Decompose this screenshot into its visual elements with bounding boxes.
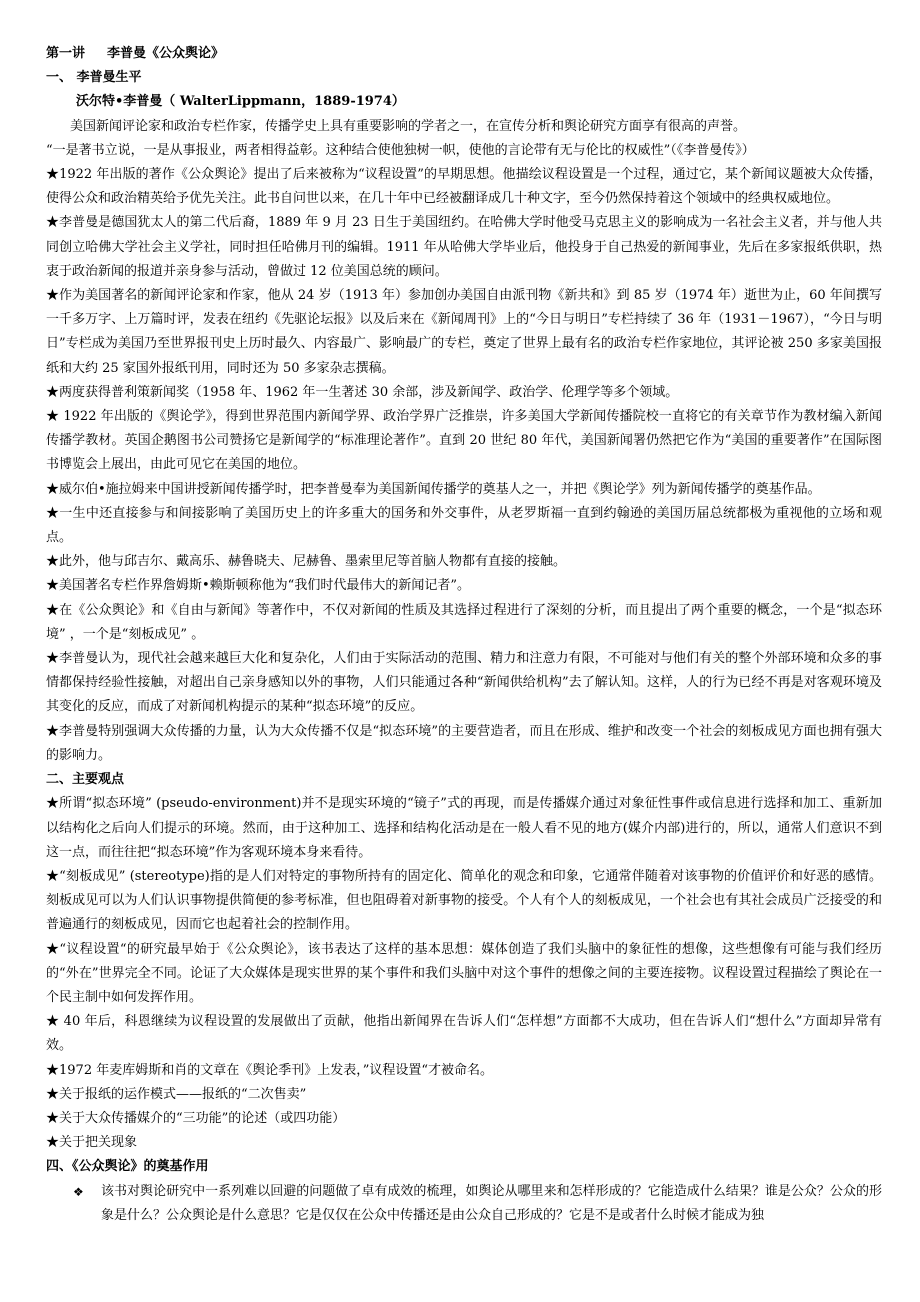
main-view-item: ★“议程设置“的研究最早始于《公众舆论》，该书表达了这样的基本思想：媒体创造了我们头脑中的象征性的想像，这些想像有可能与我们经历的“外在”世界完全不同。论证了大众媒体是现实世界的某个事件和我们头脑中对这个事件的想像之间的主要连接物。议程设置过程描绘了舆论在一个民主制中如何发挥作用。 <box>46 941 882 1005</box>
person-name: 沃尔特•李普曼（ WalterLippmann，1889-1974） <box>76 94 405 110</box>
diamond-bullet-icon: ❖ <box>73 1184 84 1199</box>
biography-item: ★此外，他与邱吉尔、戴高乐、赫鲁晓夫、尼赫鲁、墨索里尼等首脑人物都有直接的接触。 <box>46 554 567 570</box>
main-view-item: ★“刻板成见” (stereotype)指的是人们对特定的事物所持有的固定化、简单化的观念和印象，它通常伴随着对该事物的价值评价和好恶的感情。刻板成见可以为人们认识事物提供简便的参考标准，但也阻碍着对新事物的接受。个人有个人的刻板成见，一个社会也有其社会成员广泛接受的和普遍通行的刻板成见，因而它也起着社会的控制作用。 <box>46 868 882 933</box>
lecture-title <box>46 42 882 66</box>
section-heading-biography: 一、 李普曼生平 <box>46 70 142 86</box>
main-view-item: ★关于大众传播媒介的“三功能”的论述（或四功能） <box>46 1110 346 1126</box>
main-view-item: ★1972 年麦库姆斯和肖的文章在《舆论季刊》上发表，”议程设置“才被命名。 <box>46 1062 494 1078</box>
main-view-item: ★ 40 年后，科恩继续为议程设置的发展做出了贡献，他指出新闻界在告诉人们“怎样想”方面都不大成功，但在告诉人们“想什么”方面却异常有效。 <box>46 1014 882 1054</box>
biography-item: ★李普曼特别强调大众传播的力量，认为大众传播不仅是“拟态环境”的主要营造者，而且在形成、维护和改变一个社会的刻板成见方面也拥有强大的影响力。 <box>46 723 882 763</box>
biography-item: ★两度获得普利策新闻奖（1958 年、1962 年一生著述 30 余部，涉及新闻学、政治学、伦理学等多个领域。 <box>46 384 679 400</box>
foundational-role-item <box>46 1180 882 1228</box>
biography-item: ★ 1922 年出版的《舆论学》，得到世界范围内新闻学界、政治学界广泛推崇，许多美国大学新闻传播院校一直将它的有关章节作为教材编入新闻传播学教材。英国企鹅图书公司赞扬它是新闻学的“标准理论著作”。直到 20 世纪 80 年代，美国新闻署仍然把它作为“美国的重要著作”在国际图书博览会上展出，由此可见它在美国的地位。 <box>46 409 882 473</box>
biography-item: ★作为美国著名的新闻评论家和作家，他从 24 岁（1913 年）参加创办美国自由派刊物《新共和》到 85 岁（1974 年）逝世为止，60 年间撰写一千多万字、上万篇时评，发表在纽约《先驱论坛报》以及后来在《新闻周刊》上的“今日与明日”专栏持续了 36 年（1931－1967），“今日与明日”专栏成为美国乃至世界报刊史上历时最久、内容最广、影响最广的专栏，奠定了世界上最有名的政治专栏作家地位，其评论被 250 多家美国报纸和大约 25 家国外报纸刊用，同时还为 50 多家杂志撰稿。 <box>46 288 882 376</box>
section-heading-main-views: 二、主要观点 <box>46 772 125 788</box>
foundational-role-text: 该书对舆论研究中一系列难以回避的问题做了卓有成效的梳理，如舆论从哪里来和怎样形成的？它能造成什么结果？谁是公众？公众的形象是什么？公众舆论是什么意思？它是仅仅在公众中传播还是由公众自己形成的？它是不是或者什么时候才能成为独 <box>101 1183 882 1223</box>
lecture-topic: 李普曼《公众舆论》 <box>107 46 225 61</box>
biography-item: ★1922 年出版的著作《公众舆论》提出了后来被称为“议程设置”的早期思想。他描绘议程设置是一个过程，通过它，某个新闻议题被大众传播，使得公众和政治精英给予优先关注。此书自问世以来，在几十年中已经被翻译成几十种文字，至今仍然保持着这个领域中的经典权威地位。 <box>46 167 882 207</box>
biography-item: ★威尔伯•施拉姆来中国讲授新闻传播学时，把李普曼奉为美国新闻传播学的奠基人之一，并把《舆论学》列为新闻传播学的奠基作品。 <box>46 481 821 497</box>
biography-list <box>46 163 882 768</box>
section-heading-foundational-role: 四、《公众舆论》的奠基作用 <box>46 1159 209 1175</box>
main-views-list <box>46 792 882 1155</box>
main-view-item: ★所谓“拟态环境” (pseudo-environment)并不是现实环境的“镜子”式的再现，而是传播媒介通过对象征性事件或信息进行选择和加工、重新加以结构化之后向人们提示的环境。然而，由于这种加工、选择和结构化活动是在一般人看不见的地方(媒介内部)进行的，所以，通常人们意识不到这一点，而往往把“拟态环境”作为客观环境本身来看待。 <box>46 796 882 860</box>
biography-item: ★在《公众舆论》和《自由与新闻》等著作中，不仅对新闻的性质及其选择过程进行了深刻的分析，而且提出了两个重要的概念，一个是“拟态环境” ，一个是“刻板成见” 。 <box>46 602 882 642</box>
biography-item: ★李普曼是德国犹太人的第二代后裔，1889 年 9 月 23 日生于美国纽约。在哈佛大学时他受马克思主义的影响成为一名社会主义者，并与他人共同创立哈佛大学社会主义学社，同时担任哈佛月刊的编辑。1911 年从哈佛大学毕业后，他投身于自己热爱的新闻事业，先后在多家报纸供职，热衷于政治新闻的报道并亲身参与活动，曾做过 12 位美国总统的顾问。 <box>46 215 882 279</box>
biography-item: ★一生中还直接参与和间接影响了美国历史上的许多重大的国务和外交事件，从老罗斯福一直到约翰逊的美国历届总统都极为重视他的立场和观点。 <box>46 505 882 546</box>
document-page <box>46 42 882 1228</box>
biography-item: ★李普曼认为，现代社会越来越巨大化和复杂化，人们由于实际活动的范围、精力和注意力有限，不可能对与他们有关的整个外部环境和众多的事情都保持经验性接触，对超出自己亲身感知以外的事物，人们只能通过各种“新闻供给机构”去了解认知。这样，人的行为已经不再是对客观环境及其变化的反应，而成了对新闻机构提示的某种“拟态环境”的反应。 <box>46 651 882 715</box>
intro-paragraph: 美国新闻评论家和政治专栏作家，传播学史上具有重要影响的学者之一，在宣传分析和舆论研究方面享有很高的声誉。 <box>70 118 747 134</box>
main-view-item: ★关于报纸的运作模式——报纸的“二次售卖” <box>46 1086 307 1102</box>
lecture-number: 第一讲 <box>46 46 86 61</box>
main-view-item: ★关于把关现象 <box>46 1135 138 1151</box>
quote-paragraph: “一是著书立说，一是从事报业，两者相得益彰。这种结合使他独树一帜，使他的言论带有无与伦比的权威性”（《李普曼传》） <box>46 142 755 158</box>
biography-item: ★美国著名专栏作界詹姆斯•赖斯顿称他为“我们时代最伟大的新闻记者”。 <box>46 578 470 594</box>
